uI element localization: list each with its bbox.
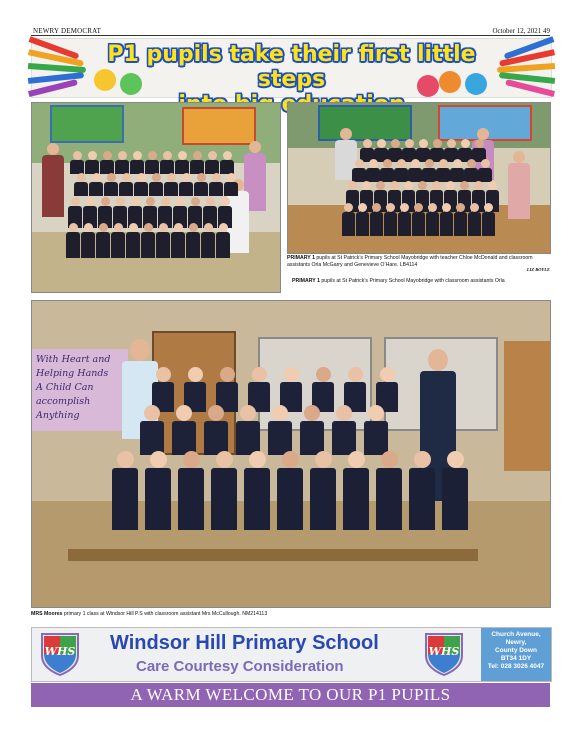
wall-poster xyxy=(32,349,128,431)
pupil-figure xyxy=(178,451,204,530)
address-line: County Down xyxy=(495,647,537,654)
pupil-figure xyxy=(201,223,215,258)
pupil-figure xyxy=(145,451,171,530)
pupil-figure xyxy=(104,173,118,196)
masthead: NEWRY DEMOCRAT xyxy=(33,27,102,35)
pupil-figure xyxy=(186,223,200,258)
caption-lead: MRS Moores xyxy=(31,611,63,617)
teacher xyxy=(42,143,64,217)
class-photo-left xyxy=(31,102,281,293)
pupil-figure xyxy=(112,451,138,530)
pupil-figure xyxy=(126,223,140,258)
pupil-figure xyxy=(140,405,164,455)
address-line: Tel: 028 3026 4047 xyxy=(487,663,545,670)
header-rule xyxy=(31,35,550,36)
pupil-figure xyxy=(310,451,336,530)
noticeboard xyxy=(318,105,412,141)
pupil-figure xyxy=(111,223,125,258)
class-photo-right xyxy=(287,102,551,254)
page-date: October 12, 2021 49 xyxy=(492,27,550,35)
pupil-figure xyxy=(211,451,237,530)
poster-line: Helping Hands xyxy=(36,368,109,379)
pupil-figure xyxy=(332,405,356,455)
pupil-figure xyxy=(394,159,408,182)
photo-credit: LIZ BOYLE xyxy=(526,267,550,272)
pupil-figure xyxy=(244,451,270,530)
pupil-figure xyxy=(277,451,303,530)
pupil-figure xyxy=(220,151,234,174)
pupil-figure xyxy=(300,405,324,455)
school-address xyxy=(481,628,551,681)
pupil-figure xyxy=(468,203,481,236)
pupil-figure xyxy=(119,173,133,196)
address-line: BT34 1DY xyxy=(500,655,532,662)
school-advert xyxy=(31,627,552,682)
pupil-figure xyxy=(85,151,99,174)
noticeboard xyxy=(182,107,256,145)
pupil-figure xyxy=(352,159,366,182)
pupil-figure xyxy=(343,451,369,530)
photo-caption-secondary xyxy=(292,278,550,285)
crest-letters: WHS xyxy=(428,645,460,658)
pupil-figure xyxy=(422,159,436,182)
caption-text: pupils at St Patrick’s Primary School Mayobridge with classroom assistants Orla xyxy=(319,278,505,284)
pupil-figure xyxy=(134,173,148,196)
pupil-figure xyxy=(364,405,388,455)
pupil-figure xyxy=(380,159,394,182)
class-photo-large xyxy=(31,300,551,608)
pupil-figure xyxy=(482,203,495,236)
pupil-figure xyxy=(96,223,110,258)
pupil-figure xyxy=(356,203,369,236)
pupil-figure xyxy=(204,405,228,455)
door xyxy=(504,341,550,471)
pupil-figure xyxy=(224,173,238,196)
pupil-figure xyxy=(172,405,196,455)
school-crest-icon xyxy=(40,632,80,676)
school-motto: Care Courtesy Consideration xyxy=(136,658,344,675)
pupil-figure xyxy=(216,223,230,258)
pupil-figure xyxy=(384,203,397,236)
pupil-figure xyxy=(209,173,223,196)
pupil-figure xyxy=(179,173,193,196)
pupil-figure xyxy=(149,173,163,196)
pupil-figure xyxy=(164,173,178,196)
welcome-banner: A WARM WELCOME TO OUR P1 PUPILS xyxy=(31,683,550,707)
caption-text: pupils at St Patrick’s Primary School Mayobridge with teacher Chloe McDonald and classroom assistants Orla McGarry and Genevieve O’Hare. LB4114 xyxy=(287,255,533,268)
pupil-figure xyxy=(370,203,383,236)
pupil-figure xyxy=(190,151,204,174)
pupil-figure xyxy=(236,405,260,455)
address-line: Church Avenue, xyxy=(491,631,541,638)
pupil-figure xyxy=(409,451,435,530)
pupil-figure xyxy=(74,173,88,196)
poster-line: accomplish Anything xyxy=(36,396,91,421)
pupil-figure xyxy=(130,151,144,174)
pupil-figure xyxy=(408,159,422,182)
school-name: Windsor Hill Primary School xyxy=(110,632,379,654)
poster-line: A Child Can xyxy=(36,382,94,393)
pupil-figure xyxy=(454,203,467,236)
pupil-figure xyxy=(478,159,492,182)
pupil-figure xyxy=(81,223,95,258)
pupil-figure xyxy=(171,223,185,258)
pupil-figure xyxy=(100,151,114,174)
pupil-figure xyxy=(342,203,355,236)
pupil-figure xyxy=(145,151,159,174)
pupil-figure xyxy=(440,203,453,236)
pupil-figure xyxy=(115,151,129,174)
pupil-figure xyxy=(450,159,464,182)
bench xyxy=(68,549,478,561)
pupil-figure xyxy=(366,159,380,182)
headline-banner xyxy=(31,38,552,98)
school-crest-icon xyxy=(424,632,464,676)
crest-letters: WHS xyxy=(44,645,76,658)
photo-caption-large xyxy=(31,611,550,618)
pupil-figure xyxy=(175,151,189,174)
pupil-figure xyxy=(141,223,155,258)
pupil-figure xyxy=(464,159,478,182)
caption-text: primary 1 class at Windsor Hill P.S with classroom assistant Mrs McCullough. NM214113 xyxy=(62,611,268,617)
pupil-figure xyxy=(442,451,468,530)
pupil-figure xyxy=(268,405,292,455)
pupil-figure xyxy=(156,223,170,258)
poster-line: With Heart and xyxy=(36,354,111,365)
pupil-figure xyxy=(398,203,411,236)
pupil-figure xyxy=(89,173,103,196)
caption-lead: PRIMARY 1 xyxy=(292,278,320,284)
classroom-assistant xyxy=(508,151,530,219)
pupil-figure xyxy=(194,173,208,196)
noticeboard xyxy=(50,105,124,143)
pupil-figure xyxy=(426,203,439,236)
pupil-figure xyxy=(70,151,84,174)
pupil-figure xyxy=(160,151,174,174)
address-line: Newry, xyxy=(505,639,527,646)
pupil-figure xyxy=(205,151,219,174)
pupil-figure xyxy=(66,223,80,258)
headline-line-1: P1 pupils take their first little steps xyxy=(107,42,476,92)
pupil-figure xyxy=(436,159,450,182)
pupil-figure xyxy=(376,451,402,530)
caption-lead: PRIMARY 1 xyxy=(287,255,315,261)
pupil-figure xyxy=(412,203,425,236)
photo-caption-right xyxy=(287,255,542,269)
